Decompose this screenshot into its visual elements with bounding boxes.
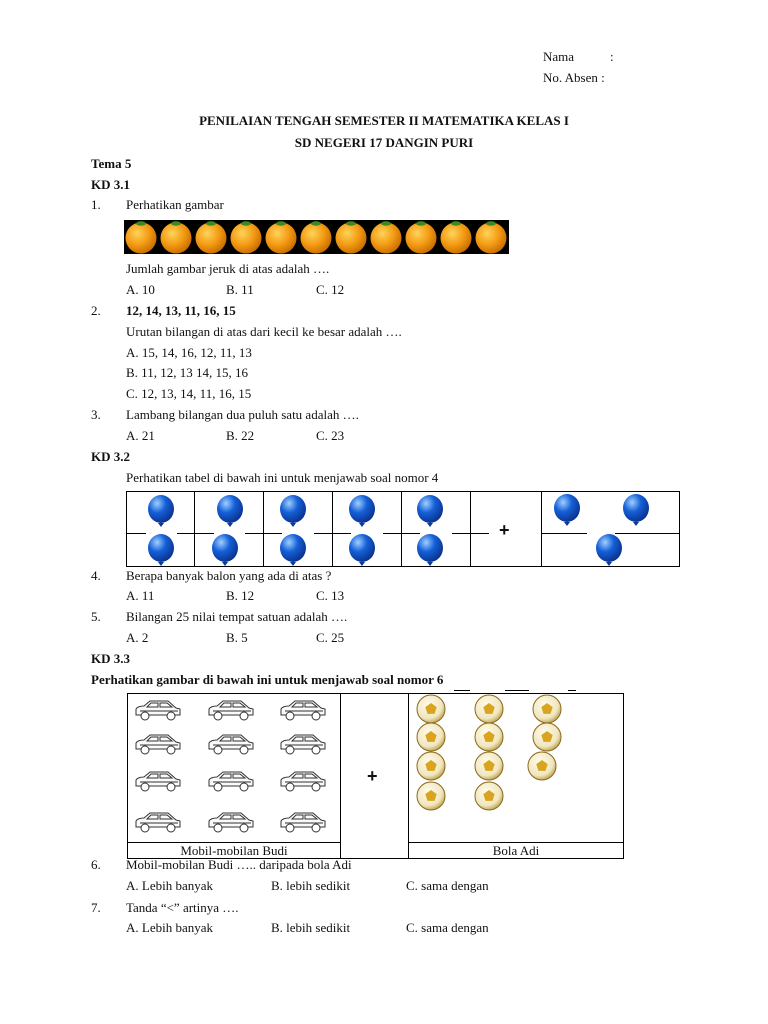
soccer-ball-icon bbox=[475, 723, 503, 751]
q1-number: 1. bbox=[91, 197, 101, 212]
balloon-icon bbox=[280, 534, 306, 566]
q5-text: Bilangan 25 nilai tempat satuan adalah …. bbox=[126, 609, 348, 624]
balloon-icon bbox=[554, 494, 580, 526]
q6-option-c: C. sama dengan bbox=[406, 878, 489, 893]
toy-car-icon bbox=[281, 772, 325, 791]
toy-car-icon bbox=[136, 701, 180, 720]
q5-option-b: B. 5 bbox=[226, 630, 248, 645]
picture-layer bbox=[127, 693, 624, 843]
kd-3-2-intro: Perhatikan tabel di bawah ini untuk menjawab soal nomor 4 bbox=[126, 470, 439, 485]
balloon-icon bbox=[349, 534, 375, 566]
q2-question: Urutan bilangan di atas dari kecil ke besar adalah …. bbox=[126, 324, 402, 339]
toy-car-icon bbox=[209, 813, 253, 832]
q1-option-a: A. 10 bbox=[126, 282, 155, 297]
soccer-ball-icon bbox=[533, 723, 561, 751]
soccer-ball-icon bbox=[475, 752, 503, 780]
q5-option-c: C. 25 bbox=[316, 630, 345, 645]
q4-number: 4. bbox=[91, 568, 101, 583]
absen-label: No. Absen : bbox=[543, 70, 605, 85]
q5-option-a: A. 2 bbox=[126, 630, 149, 645]
caption-mobil-budi: Mobil-mobilan Budi bbox=[180, 843, 288, 858]
balloon-icon bbox=[148, 534, 174, 566]
toy-car-icon bbox=[209, 735, 253, 754]
orange-strip bbox=[124, 220, 509, 254]
soccer-ball-icon bbox=[417, 695, 445, 723]
soccer-ball-icon bbox=[417, 752, 445, 780]
q7-option-a: A. Lebih banyak bbox=[126, 920, 214, 935]
balloon-icon bbox=[417, 534, 443, 566]
title-line-2: SD NEGERI 17 DANGIN PURI bbox=[294, 135, 474, 150]
soccer-ball-icon bbox=[417, 723, 445, 751]
balloon-icon bbox=[280, 495, 306, 527]
q6-option-a: A. Lebih banyak bbox=[126, 878, 214, 893]
q2-option-c: C. 12, 13, 14, 11, 16, 15 bbox=[126, 386, 252, 401]
q3-option-b: B. 22 bbox=[226, 428, 255, 443]
q2-option-b: B. 11, 12, 13 14, 15, 16 bbox=[126, 365, 248, 380]
nama-label: Nama bbox=[543, 49, 575, 64]
toy-car-icon bbox=[209, 701, 253, 720]
toy-car-icon bbox=[281, 701, 325, 720]
soccer-ball-icon bbox=[475, 695, 503, 723]
q7-text: Tanda “<” artinya …. bbox=[126, 900, 239, 915]
title-line-1: PENILAIAN TENGAH SEMESTER II MATEMATIKA KELAS I bbox=[199, 113, 569, 128]
q1-option-b: B. 11 bbox=[226, 282, 254, 297]
q1-option-c: C. 12 bbox=[316, 282, 345, 297]
tema-label: Tema 5 bbox=[91, 156, 132, 171]
balloon-plus-sign: + bbox=[499, 520, 510, 540]
q7-number: 7. bbox=[91, 900, 101, 915]
soccer-ball-icon bbox=[417, 782, 445, 810]
kd-3-3-intro: Perhatikan gambar di bawah ini untuk menjawab soal nomor 6 bbox=[91, 672, 444, 687]
balloon-icon bbox=[217, 495, 243, 527]
toy-car-icon bbox=[281, 735, 325, 754]
balloon-icon bbox=[623, 494, 649, 526]
picture-plus-sign: + bbox=[367, 766, 378, 786]
toy-car-icon bbox=[209, 772, 253, 791]
q4-text: Berapa banyak balon yang ada di atas ? bbox=[126, 568, 332, 583]
nama-colon: : bbox=[610, 49, 614, 64]
balloon-icon bbox=[417, 495, 443, 527]
soccer-ball-icon bbox=[528, 752, 556, 780]
balloon-icon bbox=[212, 534, 238, 566]
toy-car-icon bbox=[136, 813, 180, 832]
toy-car-icon bbox=[281, 813, 325, 832]
q2-number: 2. bbox=[91, 303, 101, 318]
q5-number: 5. bbox=[91, 609, 101, 624]
q4-option-b: B. 12 bbox=[226, 588, 255, 603]
q7-option-c: C. sama dengan bbox=[406, 920, 489, 935]
q6-number: 6. bbox=[91, 857, 101, 872]
kd-3-3-label: KD 3.3 bbox=[91, 651, 130, 666]
toy-car-icon bbox=[136, 735, 180, 754]
q1-question: Jumlah gambar jeruk di atas adalah …. bbox=[126, 261, 330, 276]
balloon-icon bbox=[148, 495, 174, 527]
q6-option-b: B. lebih sedikit bbox=[271, 878, 351, 893]
q4-option-a: A. 11 bbox=[126, 588, 155, 603]
caption-bola-adi: Bola Adi bbox=[492, 843, 540, 858]
q3-text: Lambang bilangan dua puluh satu adalah …. bbox=[126, 407, 359, 422]
q6-text: Mobil-mobilan Budi ….. daripada bola Adi bbox=[126, 857, 352, 872]
q7-option-b: B. lebih sedikit bbox=[271, 920, 351, 935]
q2-option-a: A. 15, 14, 16, 12, 11, 13 bbox=[126, 345, 252, 360]
soccer-ball-icon bbox=[533, 695, 561, 723]
balloon-icon bbox=[349, 495, 375, 527]
soccer-ball-icon bbox=[475, 782, 503, 810]
q4-option-c: C. 13 bbox=[316, 588, 345, 603]
q2-numbers: 12, 14, 13, 11, 16, 15 bbox=[126, 303, 236, 318]
kd-3-1-label: KD 3.1 bbox=[91, 177, 130, 192]
balloon-icon bbox=[596, 534, 622, 566]
toy-car-icon bbox=[136, 772, 180, 791]
q1-text: Perhatikan gambar bbox=[126, 197, 224, 212]
q3-number: 3. bbox=[91, 407, 101, 422]
kd-3-2-label: KD 3.2 bbox=[91, 449, 130, 464]
q3-option-a: A. 21 bbox=[126, 428, 155, 443]
q3-option-c: C. 23 bbox=[316, 428, 345, 443]
balloon-layer bbox=[126, 491, 680, 567]
